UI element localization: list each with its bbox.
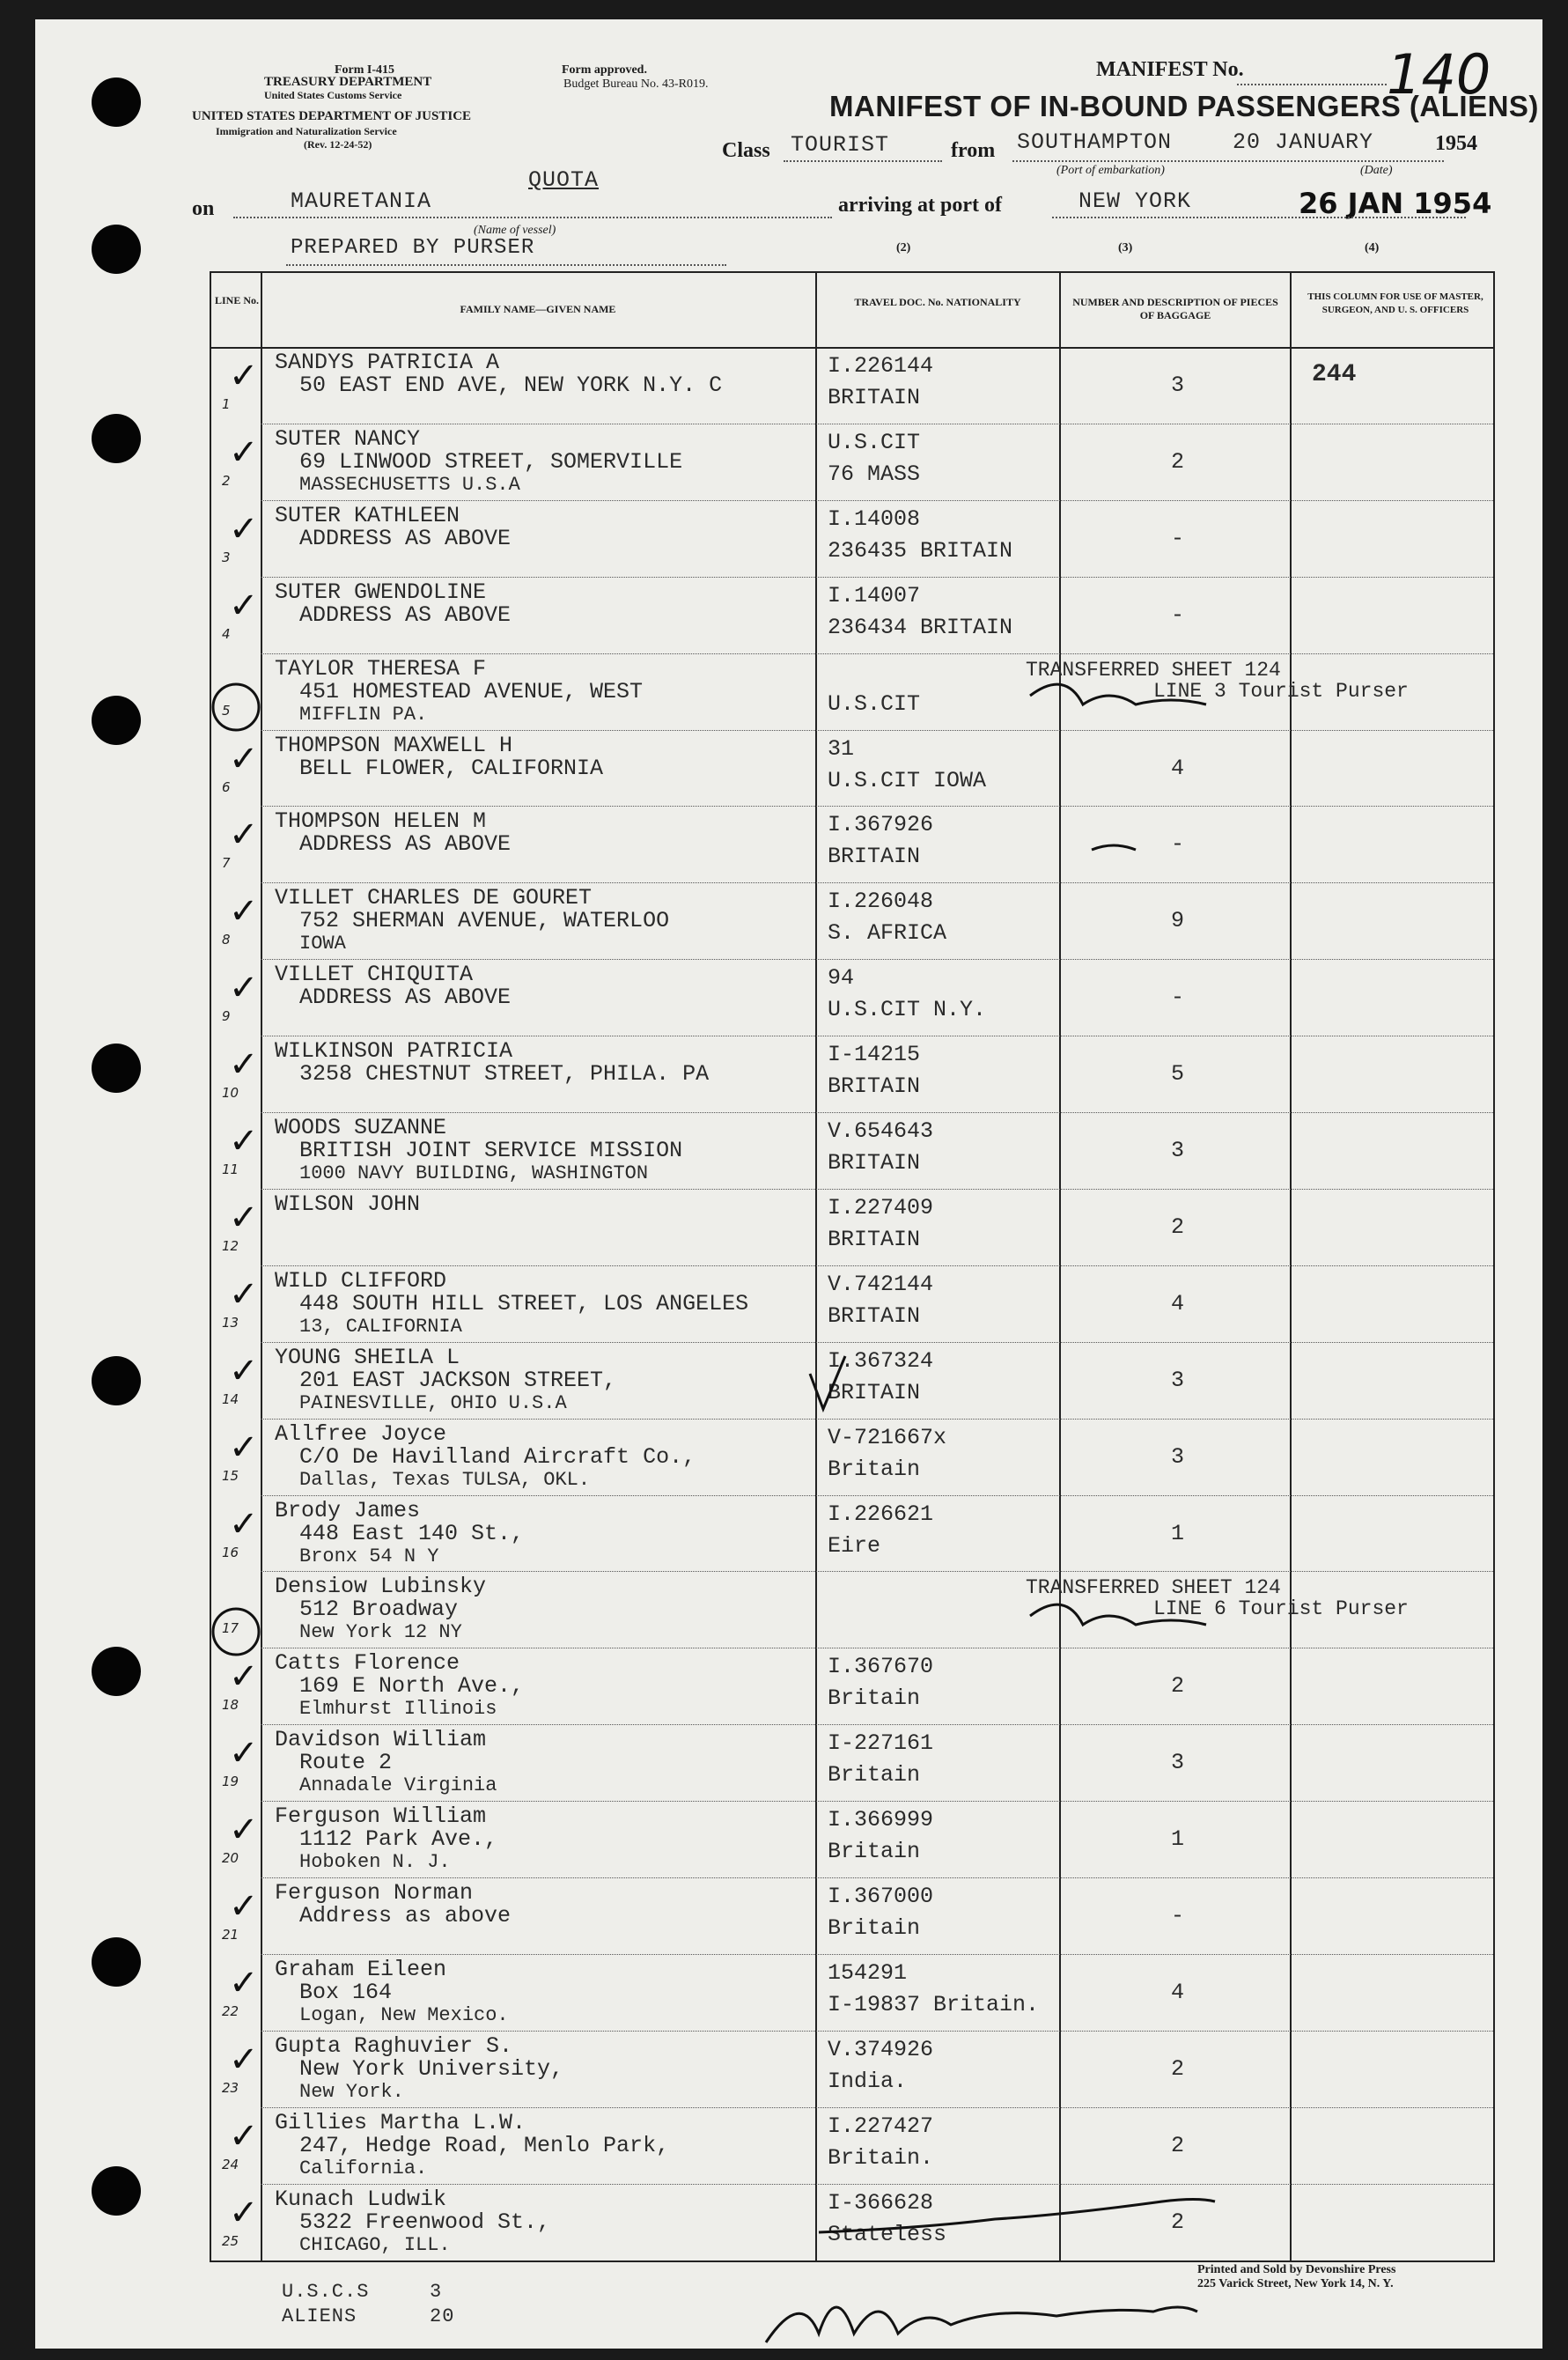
line-number: 14	[222, 1390, 239, 1407]
passenger-address-2: 13, CALIFORNIA	[299, 1315, 462, 1338]
col-num-3: (3)	[1118, 241, 1133, 254]
nationality: 236435 BRITAIN	[828, 537, 1013, 564]
line-number: 19	[222, 1774, 239, 1790]
nationality: U.S.CIT	[828, 690, 921, 717]
passenger-name: Kunach Ludwik	[275, 2186, 447, 2212]
travel-doc-number: 94	[828, 965, 855, 992]
line-number: 23	[222, 2079, 239, 2096]
baggage-count: 4	[1171, 755, 1185, 781]
baggage-count: 4	[1171, 1979, 1185, 2005]
officer-notes: 244	[1312, 361, 1357, 388]
line-number: 8	[222, 932, 231, 948]
travel-doc-number: I.366999	[828, 1807, 934, 1833]
passenger-name: Densiow Lubinsky	[275, 1574, 487, 1600]
passenger-address-1: 50 EAST END AVE, NEW YORK N.Y. C	[299, 372, 723, 398]
nationality: BRITAIN	[828, 1379, 921, 1405]
passenger-name: WILSON JOHN	[275, 1191, 421, 1217]
header-travel-doc: TRAVEL DOC. No. NATIONALITY	[854, 296, 1021, 308]
passenger-name: Davidson William	[275, 1727, 487, 1753]
passenger-address-2: Elmhurst Illinois	[299, 1698, 497, 1721]
header-baggage: NUMBER AND DESCRIPTION OF PIECES OF BAGGAGE	[1072, 296, 1278, 321]
travel-doc-number: 31	[828, 735, 855, 762]
travel-doc-number: I.226144	[828, 353, 934, 379]
travel-doc-number: I-227161	[828, 1730, 934, 1757]
manifest-number: 140	[1387, 42, 1491, 107]
justice-dept: UNITED STATES DEPARTMENT OF JUSTICE	[192, 109, 472, 123]
passenger-address-1: 512 Broadway	[299, 1597, 459, 1623]
baggage-count: 3	[1171, 1367, 1185, 1393]
check-mark-icon: ✓	[229, 1886, 259, 1927]
col-num-4: (4)	[1365, 241, 1380, 254]
revision-date: (Rev. 12-24-52)	[304, 138, 372, 151]
baggage-count: 2	[1171, 448, 1185, 475]
check-mark-icon: ✓	[229, 815, 259, 856]
passenger-name: Gupta Raghuvier S.	[275, 2032, 513, 2059]
passenger-address-2: Bronx 54 N Y	[299, 1545, 439, 1567]
line-number: 22	[222, 2002, 239, 2019]
nationality: Britain	[828, 1839, 921, 1865]
baggage-count: -	[1171, 1903, 1185, 1929]
check-mark-icon: ✓	[229, 1197, 259, 1238]
uscs-count: 3	[430, 2281, 443, 2303]
passenger-name: Ferguson William	[275, 1803, 487, 1830]
nationality: Britain	[828, 1685, 921, 1712]
passenger-name: Ferguson Norman	[275, 1880, 474, 1906]
nationality: Britain	[828, 1456, 921, 1482]
travel-doc-number: I.14007	[828, 582, 921, 608]
baggage-count: -	[1171, 525, 1185, 551]
treasury-dept: TREASURY DEPARTMENT	[264, 75, 432, 89]
travel-doc-number: I.367670	[828, 1654, 934, 1680]
vessel-name: MAURETANIA	[291, 188, 432, 214]
passenger-name: SANDYS PATRICIA A	[275, 350, 500, 375]
passenger-address-2: California.	[299, 2157, 428, 2179]
header-officers: THIS COLUMN FOR USE OF MASTER, SURGEON, AND U. S. OFFICERS	[1307, 291, 1483, 315]
passenger-name: TAYLOR THERESA F	[275, 655, 487, 682]
check-mark-icon: ✓	[229, 1733, 259, 1774]
check-mark-icon: ✓	[229, 1503, 259, 1545]
passenger-address-2: 1000 NAVY BUILDING, WASHINGTON	[299, 1162, 649, 1184]
travel-doc-number: I.14008	[828, 505, 921, 532]
manifest-title: MANIFEST OF IN-BOUND PASSENGERS (ALIENS)	[829, 90, 1539, 122]
check-mark-icon: ✓	[229, 738, 259, 779]
travel-doc-number: I.367324	[828, 1347, 934, 1374]
from-port: SOUTHAMPTON	[1017, 129, 1173, 155]
line-number: 21	[222, 1927, 239, 1943]
check-mark-icon: ✓	[229, 431, 259, 473]
line-number: 15	[222, 1467, 239, 1484]
nationality: India.	[828, 2068, 908, 2094]
check-mark-icon: ✓	[229, 1656, 259, 1698]
line-number: 16	[222, 1544, 239, 1560]
check-mark-icon: ✓	[229, 1273, 259, 1315]
nationality: BRITAIN	[828, 1150, 921, 1176]
line-number: 6	[222, 778, 231, 795]
check-mark-icon: ✓	[229, 2192, 259, 2233]
line-number: 3	[222, 549, 231, 565]
passenger-address-2: New York.	[299, 2080, 404, 2103]
baggage-count: TRANSFERRED SHEET 124	[1026, 658, 1281, 682]
passenger-name: WILD CLIFFORD	[275, 1267, 447, 1294]
passenger-address-1: ADDRESS AS ABOVE	[299, 525, 512, 551]
passenger-address-1: 3258 CHESTNUT STREET, PHILA. PA	[299, 1061, 710, 1088]
passenger-name: SUTER NANCY	[275, 425, 421, 452]
prepared-by: PREPARED BY PURSER	[291, 236, 535, 260]
passenger-name: WILKINSON PATRICIA	[275, 1038, 513, 1065]
baggage-count: 5	[1171, 1061, 1185, 1088]
travel-doc-number: V.654643	[828, 1118, 934, 1144]
date-caption: (Date)	[1360, 164, 1393, 177]
on-label: on	[192, 197, 215, 220]
header-name: FAMILY NAME—GIVEN NAME	[460, 303, 616, 315]
passenger-address-1: 247, Hedge Road, Menlo Park,	[299, 2132, 670, 2158]
arrival-stamp-date: 26 JAN 1954	[1299, 187, 1492, 220]
nationality: BRITAIN	[828, 844, 921, 870]
line-number: 2	[222, 472, 231, 489]
year: 1954	[1435, 132, 1477, 155]
passenger-address-1: C/O De Havilland Aircraft Co.,	[299, 1443, 696, 1470]
passenger-address-2: Hoboken N. J.	[299, 1851, 451, 1874]
line-number: 25	[222, 2232, 239, 2249]
baggage-count: 2	[1171, 2209, 1185, 2235]
travel-doc-number: V.374926	[828, 2036, 934, 2062]
ins-service: Immigration and Naturalization Service	[216, 125, 397, 137]
travel-doc-number: I.227409	[828, 1194, 934, 1221]
line-number: 11	[222, 1162, 239, 1177]
passenger-address-1: 69 LINWOOD STREET, SOMERVILLE	[299, 448, 683, 475]
passenger-address-2: Dallas, Texas TULSA, OKL.	[299, 1468, 591, 1491]
header-line-no: LINE No.	[215, 294, 260, 306]
baggage-count: -	[1171, 985, 1185, 1011]
passenger-address-1: New York University,	[299, 2055, 564, 2082]
from-label: from	[951, 139, 996, 162]
passenger-address-1: ADDRESS AS ABOVE	[299, 985, 512, 1011]
passenger-name: Gillies Martha L.W.	[275, 2109, 526, 2135]
passenger-name: VILLET CHARLES DE GOURET	[275, 885, 593, 911]
officer-notes: LINE 3 Tourist Purser	[1153, 679, 1409, 703]
line-number: 9	[222, 1008, 231, 1025]
form-approved: Form approved.	[562, 63, 647, 77]
nationality: Britain	[828, 1762, 921, 1788]
nationality: Eire	[828, 1532, 881, 1559]
passenger-name: SUTER GWENDOLINE	[275, 579, 487, 605]
officer-notes: LINE 6 Tourist Purser	[1153, 1597, 1409, 1621]
line-number: 24	[222, 2156, 239, 2172]
aliens-count: 20	[430, 2305, 455, 2327]
passenger-name: THOMPSON HELEN M	[275, 808, 487, 835]
uscs-label: U.S.C.S	[282, 2281, 370, 2303]
baggage-count: 3	[1171, 1750, 1185, 1776]
form-number: Form I-415	[335, 63, 395, 77]
departure-date: 20 JANUARY	[1233, 129, 1374, 155]
check-mark-icon: ✓	[229, 356, 259, 396]
vessel-caption: (Name of vessel)	[474, 224, 556, 237]
baggage-count: 2	[1171, 1213, 1185, 1240]
arrival-port: NEW YORK	[1078, 188, 1192, 214]
check-mark-icon: ✓	[229, 1121, 259, 1162]
passenger-name: SUTER KATHLEEN	[275, 502, 460, 528]
manifest-label: MANIFEST No.	[1096, 58, 1244, 81]
passenger-address-1: 1112 Park Ave.,	[299, 1826, 498, 1853]
line-number: 12	[222, 1237, 239, 1254]
nationality: BRITAIN	[828, 1073, 921, 1100]
travel-doc-number: 154291	[828, 1959, 908, 1986]
nationality: I-19837 Britain.	[828, 1991, 1040, 2017]
arriving-label: arriving at port of	[838, 194, 1002, 217]
line-number: 17	[222, 1620, 239, 1637]
passenger-address-2: PAINESVILLE, OHIO U.S.A	[299, 1391, 567, 1414]
passenger-address-1: 448 East 140 St.,	[299, 1520, 525, 1546]
travel-doc-number: V.742144	[828, 1271, 934, 1297]
nationality: 76 MASS	[828, 461, 921, 487]
passenger-address-1: ADDRESS AS ABOVE	[299, 831, 512, 858]
line-number: 4	[222, 625, 231, 642]
passenger-address-1: 451 HOMESTEAD AVENUE, WEST	[299, 678, 644, 704]
line-number: 18	[222, 1697, 239, 1714]
passenger-address-2: MASSECHUSETTS U.S.A	[299, 473, 520, 496]
travel-doc-number: V-721667x	[828, 1424, 947, 1450]
travel-doc-number: I-366628	[828, 2189, 934, 2216]
travel-doc-number: I.226621	[828, 1501, 934, 1527]
passenger-address-1: BRITISH JOINT SERVICE MISSION	[299, 1138, 683, 1163]
check-mark-icon: ✓	[229, 2039, 259, 2080]
travel-doc-number: I.227427	[828, 2113, 934, 2139]
passenger-address-1: 201 EAST JACKSON STREET,	[299, 1367, 617, 1393]
line-number: 13	[222, 1314, 239, 1331]
budget-bureau: Budget Bureau No. 43-R019.	[563, 77, 709, 91]
nationality: 236434 BRITAIN	[828, 614, 1013, 640]
baggage-count: 2	[1171, 1673, 1185, 1700]
nationality: U.S.CIT N.Y.	[828, 997, 987, 1023]
baggage-count: 4	[1171, 1290, 1185, 1316]
nationality: BRITAIN	[828, 385, 921, 410]
line-number: 10	[222, 1085, 239, 1102]
class-label: Class	[722, 139, 770, 162]
baggage-count: 3	[1171, 1138, 1185, 1163]
passenger-address-1: Address as above	[299, 1903, 512, 1929]
printer-line-2: 225 Varick Street, New York 14, N. Y.	[1197, 2277, 1394, 2290]
passenger-name: Catts Florence	[275, 1650, 460, 1677]
line-number: 5	[222, 702, 231, 719]
travel-doc-number: I.367000	[828, 1884, 934, 1909]
travel-doc-number: I.226048	[828, 889, 934, 915]
nationality: Britain.	[828, 2144, 934, 2171]
quota: QUOTA	[528, 167, 600, 193]
nationality: Stateless	[828, 2221, 947, 2247]
passenger-address-1: BELL FLOWER, CALIFORNIA	[299, 755, 604, 781]
baggage-count: -	[1171, 831, 1185, 858]
passenger-name: Brody James	[275, 1497, 421, 1523]
baggage-count: 3	[1171, 372, 1185, 398]
passenger-address-1: 5322 Freenwood St.,	[299, 2209, 551, 2235]
nationality: BRITAIN	[828, 1302, 921, 1329]
check-mark-icon: ✓	[229, 2115, 259, 2157]
baggage-count: 2	[1171, 2055, 1185, 2082]
baggage-count: 1	[1171, 1520, 1185, 1546]
nationality: Britain	[828, 1915, 921, 1941]
passenger-address-2: New York 12 NY	[299, 1621, 462, 1644]
check-mark-icon: ✓	[229, 585, 259, 626]
nationality: BRITAIN	[828, 1226, 921, 1252]
check-mark-icon: ✓	[229, 1427, 259, 1468]
passenger-address-1: ADDRESS AS ABOVE	[299, 601, 512, 628]
check-mark-icon: ✓	[229, 1044, 259, 1086]
line-number: 7	[222, 855, 231, 872]
baggage-count: -	[1171, 601, 1185, 628]
passenger-name: WOODS SUZANNE	[275, 1115, 447, 1140]
passenger-address-1: 169 E North Ave.,	[299, 1673, 525, 1700]
check-mark-icon: ✓	[229, 1810, 259, 1851]
baggage-count: 2	[1171, 2132, 1185, 2158]
check-mark-icon: ✓	[229, 1350, 259, 1391]
baggage-count: 3	[1171, 1443, 1185, 1470]
check-mark-icon: ✓	[229, 968, 259, 1009]
baggage-count: 9	[1171, 908, 1185, 934]
check-mark-icon: ✓	[229, 1962, 259, 2003]
passenger-address-1: 752 SHERMAN AVENUE, WATERLOO	[299, 908, 670, 934]
passenger-address-1: 448 SOUTH HILL STREET, LOS ANGELES	[299, 1290, 749, 1316]
check-mark-icon: ✓	[229, 891, 259, 933]
line-number: 20	[222, 1850, 239, 1867]
passenger-name: THOMPSON MAXWELL H	[275, 732, 513, 758]
nationality: S. AFRICA	[828, 920, 947, 947]
port-embarkation-caption: (Port of embarkation)	[1056, 164, 1165, 177]
passenger-address-2: Logan, New Mexico.	[299, 2003, 509, 2026]
travel-doc-number: U.S.CIT	[828, 429, 921, 455]
passenger-address-1: Route 2	[299, 1750, 393, 1776]
passenger-name: Allfree Joyce	[275, 1420, 447, 1447]
customs-service: United States Customs Service	[264, 89, 402, 101]
baggage-count: TRANSFERRED SHEET 124	[1026, 1576, 1281, 1600]
travel-doc-number: I.367926	[828, 812, 934, 838]
passenger-name: YOUNG SHEILA L	[275, 1344, 460, 1370]
passenger-address-2: IOWA	[299, 933, 346, 955]
passenger-name: VILLET CHIQUITA	[275, 962, 474, 988]
line-number: 1	[222, 396, 231, 412]
aliens-label: ALIENS	[282, 2305, 357, 2327]
nationality: U.S.CIT IOWA	[828, 767, 987, 793]
passenger-name: Graham Eileen	[275, 1956, 447, 1982]
passenger-address-1: Box 164	[299, 1979, 393, 2005]
class-value: TOURIST	[791, 132, 890, 158]
passenger-address-2: CHICAGO, ILL.	[299, 2233, 451, 2256]
passenger-address-2: MIFFLIN PA.	[299, 703, 428, 726]
printer-line-1: Printed and Sold by Devonshire Press	[1197, 2263, 1396, 2276]
col-num-2: (2)	[896, 241, 911, 254]
baggage-count: 1	[1171, 1826, 1185, 1853]
check-mark-icon: ✓	[229, 508, 259, 549]
travel-doc-number: I-14215	[828, 1042, 921, 1068]
passenger-address-2: Annadale Virginia	[299, 1774, 497, 1797]
